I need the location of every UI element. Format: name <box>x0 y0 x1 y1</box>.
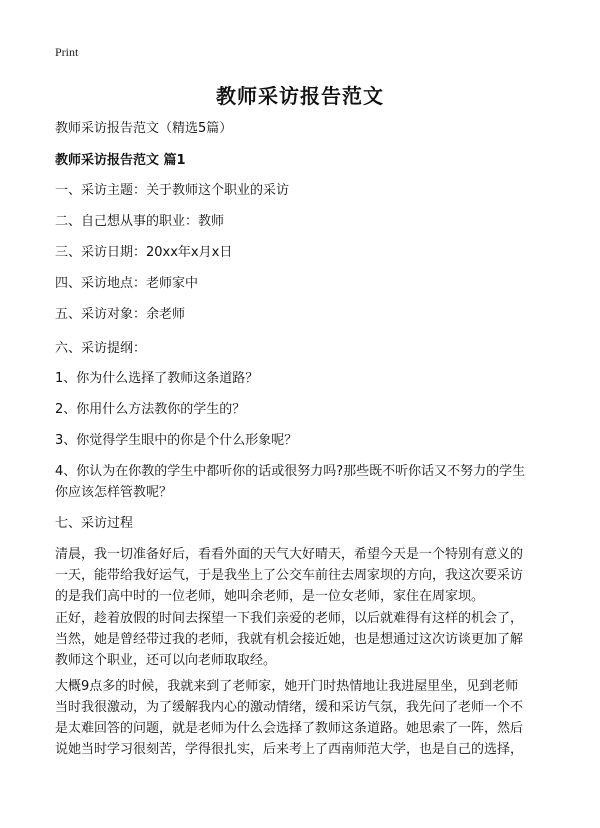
text-line: 你应该怎样管教呢？ <box>55 485 173 500</box>
process-heading: 七、采访过程 <box>55 516 134 531</box>
list-item: 3、你觉得学生眼中的你是个什么形象呢？ <box>55 433 298 448</box>
text-line: 说她当时学习很刻苦，学得很扎实，后来考上了西南师范大学，也是自己的选择， <box>55 742 524 757</box>
paragraph-1 <box>55 544 550 607</box>
section-heading: 教师采访报告范文 篇1 <box>55 153 186 168</box>
list-item: 五、采访对象：余老师 <box>55 307 186 322</box>
list-item: 一、采访主题：关于教师这个职业的采访 <box>55 183 290 198</box>
list-item: 三、采访日期：20xx年x月x日 <box>55 245 233 260</box>
list-item: 二、自己想从事的职业：教师 <box>55 214 225 229</box>
text-line: 的是我们高中时的一位老师，她叫余老师，是一位女老师，家住在周家坝。 <box>55 589 485 604</box>
print-label: Print <box>55 45 79 59</box>
text-line: 清晨，我一切准备好后，看看外面的天气大好晴天，希望今天是一个特别有意义的 <box>55 547 524 562</box>
list-item: 六、采访提纲： <box>55 341 147 356</box>
subtitle: 教师采访报告范文（精选5篇） <box>55 121 233 136</box>
text-line: 教师这个职业，还可以向老师取取经。 <box>55 653 277 668</box>
list-item: 四、采访地点：老师家中 <box>55 276 199 291</box>
page-title: 教师采访报告范文 <box>216 84 384 108</box>
text-line: 4、你认为在你教的学生中都听你的话或很努力吗?那些既不听你话又不努力的学生 <box>55 464 526 479</box>
text-line: 是太难回答的问题，就是老师为什么会选择了教师这条道路。她思索了一阵，然后 <box>55 721 524 736</box>
text-line: 一天，能带给我好运气，于是我坐上了公交车前往去周家坝的方向，我这次要采访 <box>55 568 524 583</box>
text-line: 当然，她是曾经带过我的老师，我就有机会接近她，也是想通过这次访谈更加了解 <box>55 632 524 647</box>
question-4 <box>55 461 550 503</box>
list-item: 2、你用什么方法教你的学生的？ <box>55 402 246 417</box>
paragraph-2 <box>55 608 550 671</box>
paragraph-3 <box>55 676 550 760</box>
text-line: 正好，趁着放假的时间去探望一下我们亲爱的老师，以后就难得有这样的机会了， <box>55 611 524 626</box>
list-item: 1、你为什么选择了教师这条道路？ <box>55 371 259 386</box>
text-line: 大概9点多的时候，我就来到了老师家，她开门时热情地让我进屋里坐，见到老师 <box>55 679 519 694</box>
text-line: 当时我很激动，为了缓解我内心的激动情绪，缓和采访气氛，我先问了老师一个不 <box>55 700 524 715</box>
